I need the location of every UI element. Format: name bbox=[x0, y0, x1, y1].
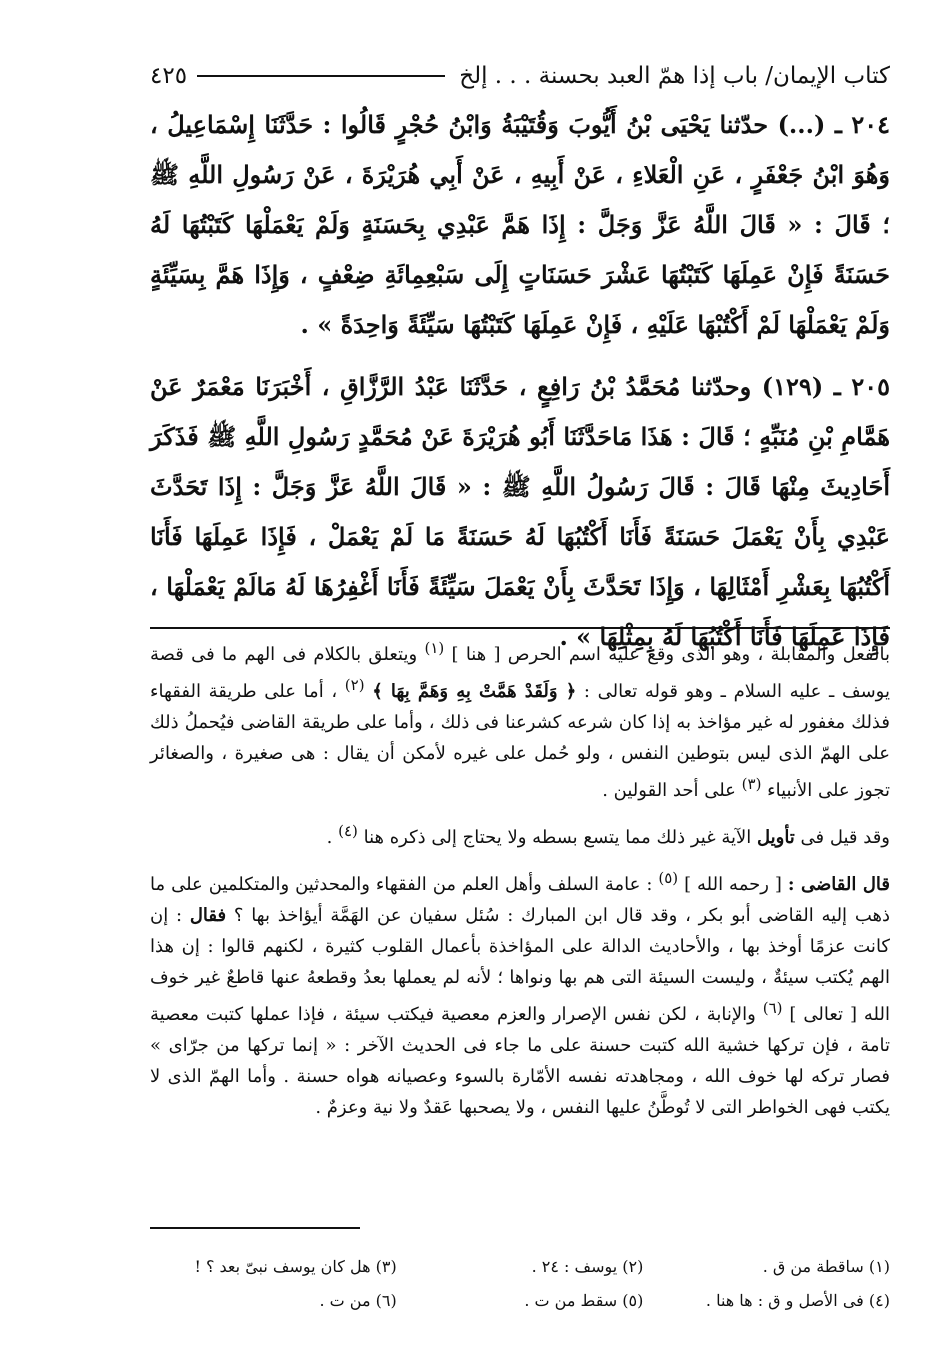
commentary-paragraph-2 bbox=[150, 816, 890, 853]
commentary-text: بالفعل والمقابلة ، وهو الذى وقع عليه اسم الحرص [ هنا ] bbox=[444, 644, 890, 665]
commentary bbox=[150, 633, 890, 1123]
footnote-divider bbox=[150, 1227, 360, 1229]
footnotes bbox=[150, 1250, 890, 1318]
footnote-2: (٢) يوسف : ٢٤ . bbox=[531, 1257, 644, 1276]
commentary-text: ويتعلق بالكلام فى الهم ما فى قصة يوسف ـ عليه السلام ـ وهو قوله تعالى : bbox=[150, 644, 890, 702]
commentary-text: : عامة السلف وأهل العلم من الفقهاء والمحدثين والمتكلمين على ما ذهب إليه القاضى أبو بكر ، وقد قال ابن المبارك : سُئل سفيان عن الهَمَّة أيؤاخذ بها ؟ bbox=[150, 874, 891, 926]
commentary-paragraph-1 bbox=[150, 633, 890, 806]
footnote-row bbox=[150, 1284, 890, 1318]
running-header bbox=[150, 56, 890, 96]
commentary-text: الآية غير ذلك مما يتسع بسطه ولا يحتاج إلى ذكره هنا bbox=[357, 827, 757, 848]
footnote-row bbox=[150, 1250, 890, 1284]
footnote-marker: (٣) bbox=[741, 775, 762, 793]
commentary-text: ، أما على طريقة الفقهاء فذلك مغفور له غير مؤاخذ به إذا كان شرعه كشرعنا فى ذلك ، وأما على طريقة القاضى فيُحملُ ذلك على الهمّ الذى ليس بتوطين النفس ، ولو حُمل على غيره لأمكن أن يقال : هى صغيرة ، والصغائر تجوز على الأنبياء bbox=[150, 681, 890, 801]
bold-term: تأويل bbox=[756, 827, 795, 848]
chapter-title: كتاب الإيمان/ باب إذا همّ العبد بحسنة . . . إلخ bbox=[459, 63, 890, 89]
footnote-marker: (٢) bbox=[344, 676, 365, 694]
commentary-paragraph-3 bbox=[150, 863, 890, 1123]
footnote-marker: (١) bbox=[424, 639, 445, 657]
commentary-text: وقد قيل فى bbox=[794, 827, 890, 848]
header-rule bbox=[197, 75, 445, 77]
footnote-marker: (٤) bbox=[338, 822, 358, 840]
hadith-205: ٢٠٥ ـ (١٢٩) وحدّثنا مُحَمَّدُ بْنُ رَافِعٍ ، حَدَّثَنَا عَبْدُ الرَّزَّاقِ ، أَخْبَرَنَا مَعْمَرٌ عَنْ هَمَّامِ بْنِ مُنَبِّهٍ ؛ قَالَ : هَذَا مَاحَدَّثَنَا أَبُو هُرَيْرَةَ عَنْ مُحَمَّدٍ رَسُولِ اللَّهِ ﷺ فَذَكَرَ أَحَادِيثَ مِنْهَا قَالَ : قَالَ رَسُولُ اللَّهِ ﷺ : « قَالَ اللَّهُ عَزَّ وَجَلَّ : إِذَا تَحَدَّثَ عَبْدِي بِأَنْ يَعْمَلَ حَسَنَةً فَأَنَا أَكْتُبُهَا لَهُ حَسَنَةً مَا لَمْ يَعْمَلْ ، فَإِذَا عَمِلَهَا فَأَنَا أَكْتُبُهَا بِعَشْرِ أَمْثَالِهَا ، وَإِذَا تَحَدَّثَ بِأَنْ يَعْمَلَ سَيِّئَةً فَأَنَا أَغْفِرُهَا لَهُ مَالَمْ يَعْمَلْهَا ، فَإِذَا عَمِلَهَا فَأَنَا أَكْتُبُهَا لَهُ بِمِثْلِهَا » . bbox=[150, 372, 890, 651]
hadith-204: ٢٠٤ ـ (...) حدّثنا يَحْيَى بْنُ أَيُّوبَ وَقُتَيْبَةُ وَابْنُ حُجْرٍ قَالُوا : حَدَّثَنَا إِسْمَاعِيلُ ، وَهُوَ ابْنُ جَعْفَرٍ ، عَنِ الْعَلاءِ ، عَنْ أَبِيهِ ، عَنْ أَبِي هُرَيْرَةَ ، عَنْ رَسُولِ اللَّهِ ﷺ ؛ قَالَ : « قَالَ اللَّهُ عَزَّ وَجَلَّ : إِذَا هَمَّ عَبْدِي بِحَسَنَةٍ وَلَمْ يَعْمَلْهَا كَتَبْتُهَا لَهُ حَسَنَةً فَإِنْ عَمِلَهَا كَتَبْتُهَا عَشْرَ حَسَنَاتٍ إِلَى سَبْعِمِائَةِ ضِعْفٍ ، وَإِذَا هَمَّ بِسَيِّئَةٍ وَلَمْ يَعْمَلْهَا لَمْ أَكْتُبْهَا عَلَيْهِ ، فَإِنْ عَمِلَهَا كَتَبْتُهَا سَيِّئَةً وَاحِدَةً » . bbox=[150, 110, 890, 339]
bold-term: فقال bbox=[189, 905, 227, 926]
footnote-6: (٦) من ت . bbox=[319, 1291, 397, 1310]
text-divider bbox=[150, 627, 890, 629]
hadith-text bbox=[150, 100, 890, 662]
footnote-marker: (٦) bbox=[762, 999, 783, 1017]
page-number: ٤٢٥ bbox=[150, 63, 188, 89]
commentary-text: : إن كانت عزمًا أوخذ بها ، والأحاديث الدالة على المؤاخذة بأعمال القلوب كثيرة ، لكنهم قالوا : إن هذا الهم يُكتب سيئةٌ ، وليست السيئة التى هم بها ونواها ؛ لأنه لم يعملها بعدُ وقطعهُ عنها قاطعٌ غير خوف الله [ تعالى ] bbox=[150, 905, 890, 1025]
commentary-text: . bbox=[326, 827, 339, 848]
qadi-heading: قال القاضى : bbox=[787, 874, 890, 895]
commentary-text: والإنابة ، لكن نفس الإصرار والعزم معصية فيكتب سيئة ، فإذا عملها كتبت معصية تامة ، فإن تركها خشية الله كتبت حسنة على ما جاء فى الحديث الآخر : « إنما تركها من جرّاى » فصار تركه لها خوف الله ، ومجاهدته نفسه الأمّارة بالسوء وعصيانه هواه حسنة . وأما الهمّ الذى لا يكتب فهى الخواطر التى لا تُوطَّنُ عليها النفس ، ولا يصحبها عَقدٌ ولا نية وعزمٌ . bbox=[150, 1004, 890, 1118]
footnote-5: (٥) سقط من ت . bbox=[524, 1291, 644, 1310]
commentary-text: [ رحمه الله ] bbox=[678, 874, 788, 895]
footnote-3: (٣) هل كان يوسف نبىّ بعد ؟ ! bbox=[194, 1257, 397, 1276]
footnote-marker: (٥) bbox=[658, 869, 679, 887]
footnote-1: (١) ساقطة من ق . bbox=[762, 1257, 890, 1276]
quran-verse: ﴿ وَلَقَدْ هَمَّتْ بِهِ وَهَمَّ بِهَا ﴾ bbox=[372, 681, 577, 702]
footnote-4: (٤) فى الأصل و ق : ها هنا . bbox=[705, 1291, 890, 1310]
commentary-text: على أحد القولين . bbox=[602, 780, 742, 801]
